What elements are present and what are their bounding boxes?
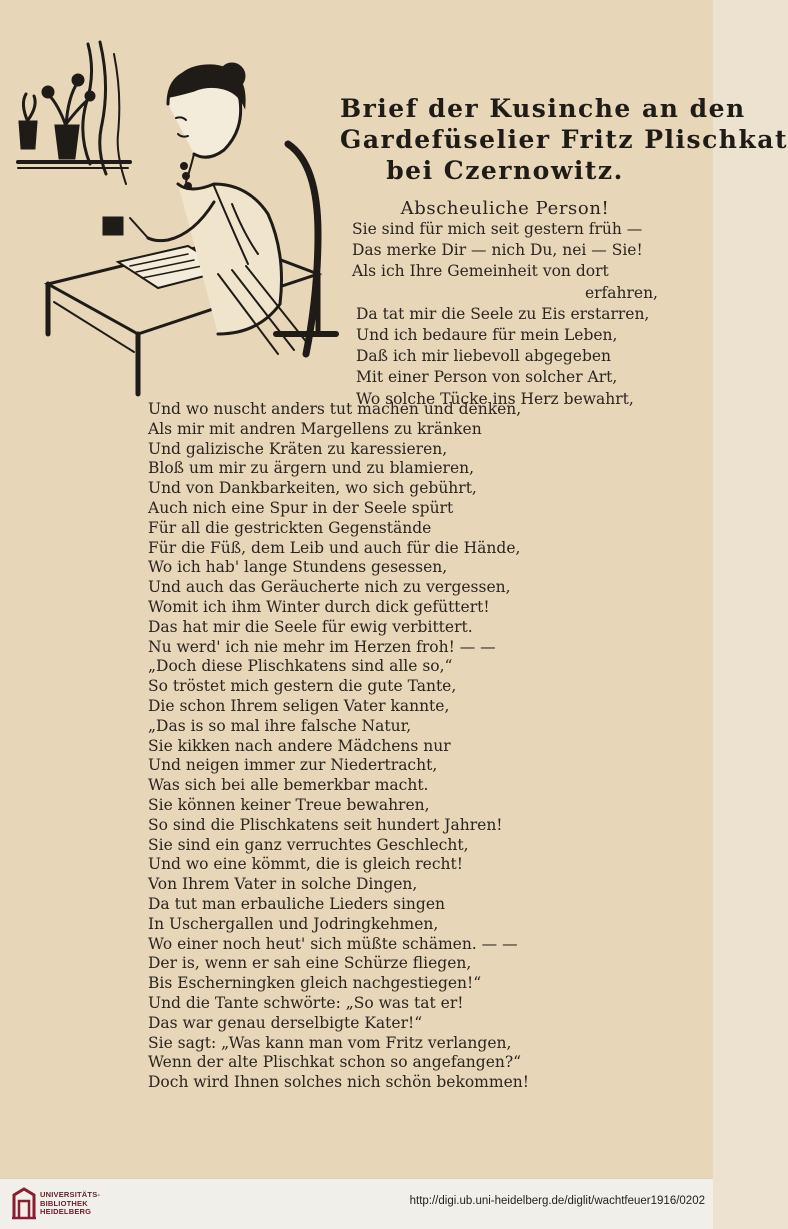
- poem-line: Womit ich ihm Winter durch dick gefüttert!: [148, 597, 490, 616]
- poem-line: Sie sagt: „Was kann man vom Fritz verlangen,: [148, 1033, 512, 1052]
- poem-line: Das war genau derselbigte Kater!“: [148, 1013, 423, 1032]
- poem-line: Das merke Dir — nich Du, nei — Sie!: [352, 241, 643, 260]
- poem-line: Für all die gestrickten Gegenstände: [148, 518, 432, 537]
- poem-line: Bis Escherningken gleich nachgestiegen!“: [148, 974, 482, 993]
- poem-line: Als ich Ihre Gemeinheit von dort: [352, 262, 609, 281]
- poem-line: Und die Tante schwörte: „So was tat er!: [148, 993, 464, 1012]
- poem-line: Doch wird Ihnen solches nich schön bekommen!: [148, 1073, 529, 1092]
- poem-line: Für die Füß, dem Leib und auch für die Hände,: [148, 538, 521, 557]
- poem-line: Und ich bedaure für mein Leben,: [356, 326, 618, 345]
- poem-line: Die schon Ihrem seligen Vater kannte,: [148, 696, 450, 715]
- poem-line: Mit einer Person von solcher Art,: [356, 368, 618, 387]
- library-name: [40, 1191, 100, 1217]
- poem-line: So sind die Plischkatens seit hundert Jahren!: [148, 815, 503, 834]
- poem-line: Sie kikken nach andere Mädchens nur: [148, 736, 451, 755]
- library-name-line: UNIVERSITÄTS-: [40, 1190, 101, 1199]
- woman-writing-illustration: [18, 34, 336, 394]
- poem-line: Und wo eine kömmt, die is gleich recht!: [148, 855, 463, 874]
- poem-body: [148, 400, 618, 1093]
- poem-line: Das hat mir die Seele für ewig verbittert.: [148, 617, 473, 636]
- poem-line: Und galizische Kräten zu karessieren,: [148, 439, 448, 458]
- title-line: Gardefüselier Fritz Plischkat: [340, 125, 788, 154]
- poem-line: So tröstet mich gestern die gute Tante,: [148, 677, 457, 696]
- poem-line: Von Ihrem Vater in solche Dingen,: [148, 875, 418, 894]
- poem-line: Auch nich eine Spur in der Seele spürt: [148, 498, 454, 517]
- poem-line: Und neigen immer zur Niedertracht,: [148, 756, 438, 775]
- poem-line: Wenn der alte Plischkat schon so angefangen?“: [148, 1053, 522, 1072]
- library-name-line: BIBLIOTHEK: [40, 1198, 88, 1208]
- poem-line: „Das is so mal ihre falsche Natur,: [148, 716, 412, 735]
- salutation: Abscheuliche Person!: [400, 198, 610, 219]
- poem-line: Nu werd' ich nie mehr im Herzen froh! — —: [148, 637, 496, 656]
- poem-line: Da tut man erbauliche Lieders singen: [148, 894, 445, 913]
- poem-line: Als mir mit andren Margellens zu kränken: [148, 419, 482, 438]
- poem-line: Und wo nuscht anders tut machen und denken,: [148, 400, 522, 418]
- poem-line: Da tat mir die Seele zu Eis erstarren,: [356, 304, 650, 323]
- poem-line: erfahren,: [584, 283, 658, 302]
- poem-line: Sie sind für mich seit gestern früh —: [352, 220, 643, 238]
- title-line: bei Czernowitz.: [386, 156, 624, 185]
- poem-line: Wo solche Tücke ins Herz bewahrt,: [356, 389, 634, 408]
- poem-line: Wo ich hab' lange Stundens gesessen,: [148, 558, 448, 577]
- poem-line: In Uschergallen und Jodringkehmen,: [148, 914, 439, 933]
- poem-line: Und auch das Geräucherte nich zu vergessen,: [148, 578, 511, 597]
- title-line: Brief der Kusinche an den: [340, 94, 746, 123]
- poem-line: Daß ich mir liebevoll abgegeben: [356, 347, 612, 366]
- poem-line: Sie sind ein ganz verruchtes Geschlecht,: [148, 835, 469, 854]
- poem-line: „Doch diese Plischkatens sind alle so,“: [148, 657, 453, 676]
- poem-line: Sie können keiner Treue bewahren,: [148, 795, 430, 814]
- poem-line: Was sich bei alle bemerkbar macht.: [148, 776, 429, 795]
- poem-line: Der is, wenn er sah eine Schürze fliegen,: [148, 954, 472, 973]
- poem-top-stanza: [352, 219, 672, 410]
- poem-title: [340, 93, 788, 186]
- viewer-footer: [0, 1178, 713, 1229]
- poem-line: Und von Dankbarkeiten, wo sich gebührt,: [148, 479, 477, 498]
- permalink-url[interactable]: http://digi.ub.uni-heidelberg.de/diglit/wachtfeuer1916/0202: [409, 1195, 705, 1207]
- poem-line: Wo einer noch heut' sich müßte schämen. — —: [148, 934, 518, 953]
- poem-line: Bloß um mir zu ärgern und zu blamieren,: [148, 459, 475, 478]
- university-library-logo[interactable]: [10, 1187, 38, 1221]
- library-name-line: HEIDELBERG: [40, 1207, 92, 1217]
